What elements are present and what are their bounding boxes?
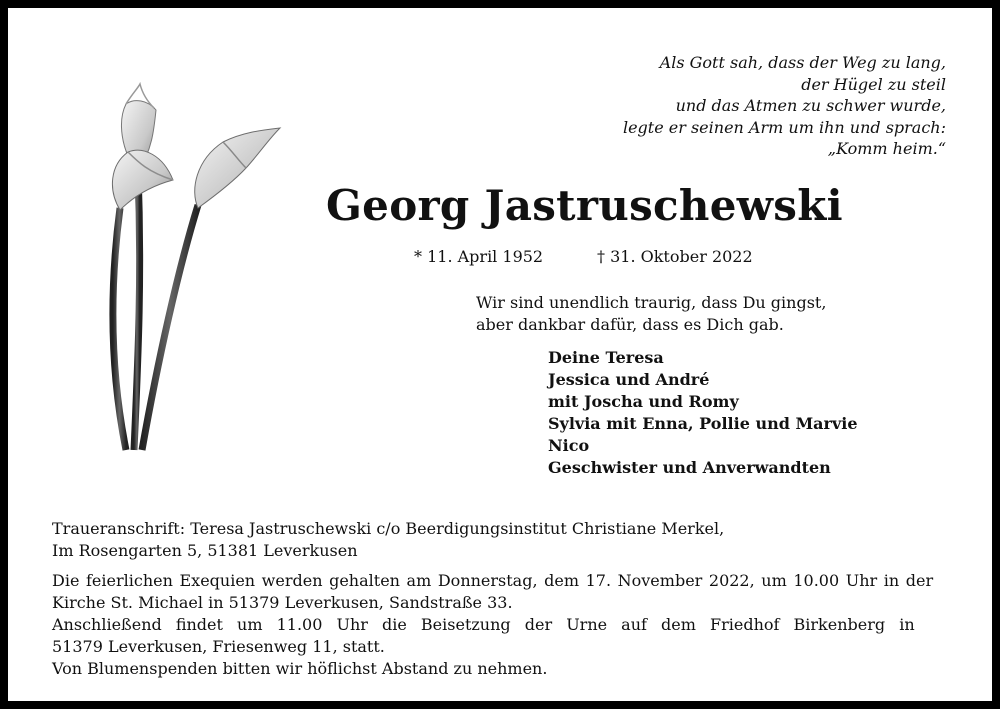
calla-lily-icon (98, 80, 288, 452)
quote-line: und das Atmen zu schwer wurde, (675, 96, 946, 115)
burial-line: 51379 Leverkusen, Friesenweg 11, statt. (52, 637, 385, 656)
address-line: Traueranschrift: Teresa Jastruschewski c/o Beerdigungsinstitut Christiane Merkel, (52, 519, 725, 538)
death-date: † 31. Oktober 2022 (597, 247, 753, 266)
grief-message (476, 292, 826, 336)
message-line: Wir sind unendlich traurig, dass Du gingst, (476, 293, 827, 312)
mourner: Jessica und André (548, 370, 710, 389)
mourner: Sylvia mit Enna, Pollie und Marvie (548, 414, 858, 433)
message-line: aber dankbar dafür, dass es Dich gab. (476, 315, 784, 334)
burial-line: Anschließend findet um 11.00 Uhr die Beisetzung der Urne auf dem Friedhof Birkenberg in (52, 615, 915, 634)
quote-line: der Hügel zu steil (801, 74, 946, 94)
mourner: Deine Teresa (548, 348, 664, 367)
mourner: mit Joscha und Romy (548, 392, 739, 411)
deceased-name: Georg Jastruschewski (326, 181, 843, 230)
exequien-line: Die feierlichen Exequien werden gehalten am Donnerstag, dem 17. November 2022, um 10.00 Uhr in der (52, 571, 934, 590)
quote-line: legte er seinen Arm um ihn und sprach: (622, 117, 946, 137)
mourners-list (548, 347, 858, 479)
funeral-details (52, 518, 964, 680)
quote-line: Als Gott sah, dass der Weg zu lang, (659, 53, 946, 72)
flowers-note: Von Blumenspenden bitten wir höflichst Abstand zu nehmen. (52, 659, 548, 678)
mourner: Geschwister und Anverwandten (548, 458, 831, 477)
quote (623, 52, 946, 160)
birth-date: * 11. April 1952 (414, 247, 544, 266)
quote-line: „Komm heim.“ (827, 139, 946, 158)
exequien-line: Kirche St. Michael in 51379 Leverkusen, Sandstraße 33. (52, 593, 513, 612)
mourner: Nico (548, 436, 590, 455)
address-line: Im Rosengarten 5, 51381 Leverkusen (52, 541, 358, 560)
